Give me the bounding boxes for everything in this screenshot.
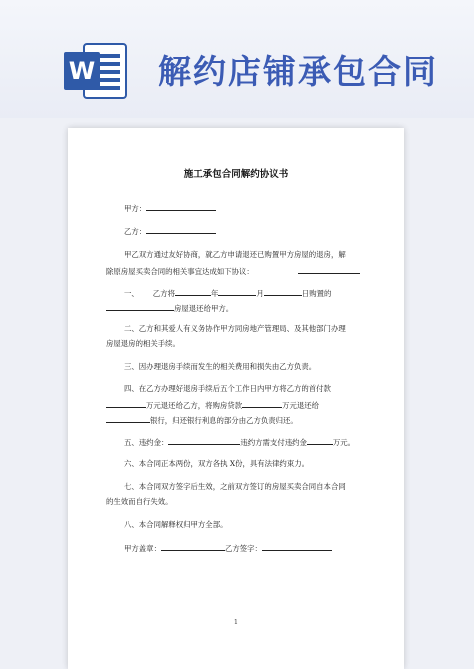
clause-1-line-1 [124,287,331,299]
word-logo-letter: W [68,57,96,85]
party-b-label: 乙方： [124,227,147,236]
document-title: 施工承包合同解约协议书 [183,169,289,180]
clause-1-blank-month[interactable] [218,287,256,296]
party-b-line [124,225,216,237]
clause-4-text-a: 万元退还给乙方，将购房贷款 [146,401,243,410]
party-b-signature-label: 乙方签字： [224,544,262,553]
intro-text-2: 除原房屋买卖合同的相关事宜达成如下协议： [106,267,254,276]
clause-6: 六、本合同正本两份，双方各执 X份，具有法律约束力。 [124,459,309,468]
clause-1-year: 年 [210,289,219,298]
clause-1-blank-year[interactable] [175,287,211,296]
clause-1-day: 日购置的 [301,289,332,298]
word-document-icon [62,40,128,102]
party-a-seal-label: 甲方盖章： [124,544,161,553]
party-a-blank[interactable] [146,202,216,211]
clause-3: 三、因办理退房手续而发生的相关费用和损失由乙方负责。 [124,362,317,371]
clause-4-blank-loan[interactable] [242,399,282,408]
clause-1-number: 一、 [124,289,139,298]
clause-5 [124,436,355,448]
intro-line-1: 甲乙双方通过友好协商，就乙方申请退还已购置甲方房屋的退房，解 [124,250,346,259]
party-a-seal-blank[interactable] [161,542,225,551]
clause-4-line-3 [106,414,298,426]
intro-line-2 [106,265,360,277]
document-page [68,128,404,669]
party-a-label: 甲方： [124,204,147,213]
clause-8: 八、本合同解释权归甲方全部。 [124,520,228,529]
clause-1-text-a: 乙方将 [152,289,175,298]
clause-4-line-2 [106,399,319,411]
signature-line [124,542,332,554]
clause-4-blank-down-payment[interactable] [106,399,146,408]
clause-2-line-1: 二、乙方和其爱人有义务协作甲方同房地产管理局、及其他部门办理 [124,324,346,333]
clause-5-blank-party[interactable] [168,436,240,445]
clause-2-line-2: 房屋退房的相关手续。 [106,339,180,348]
clause-1-line-2 [106,302,233,314]
intro-blank[interactable] [298,265,360,274]
clause-4-text-c: 银行，归还银行利息的部分由乙方负责归还。 [150,416,298,425]
page-headline: 解约店铺承包合同 [158,52,438,91]
clause-5-text-a: 五、违约金： [124,438,169,447]
party-b-blank[interactable] [146,225,216,234]
party-a-line [124,202,216,214]
clause-1-text-f: 房屋退还给甲方。 [174,304,234,313]
party-b-signature-blank[interactable] [262,542,332,551]
clause-4-blank-bank[interactable] [106,414,150,423]
banner [0,0,474,118]
clause-4-line-1: 四、在乙方办理好退房手续后五个工作日内甲方将乙方的首付款 [124,384,331,393]
clause-1-month: 月 [256,289,264,298]
clause-7-line-1: 七、本合同双方签字后生效，之前双方签订的房屋买卖合同自本合同 [124,482,346,491]
clause-1-blank-house[interactable] [106,302,174,311]
clause-5-text-b: 违约方需支付违约金 [240,438,307,447]
page-number: 1 [233,618,239,626]
clause-4-text-b: 万元退还给 [282,401,320,410]
clause-1-blank-day[interactable] [264,287,302,296]
clause-5-blank-amount[interactable] [307,436,333,445]
clause-5-text-c: 万元。 [332,438,356,447]
clause-7-line-2: 的生效而自行失效。 [106,497,173,506]
